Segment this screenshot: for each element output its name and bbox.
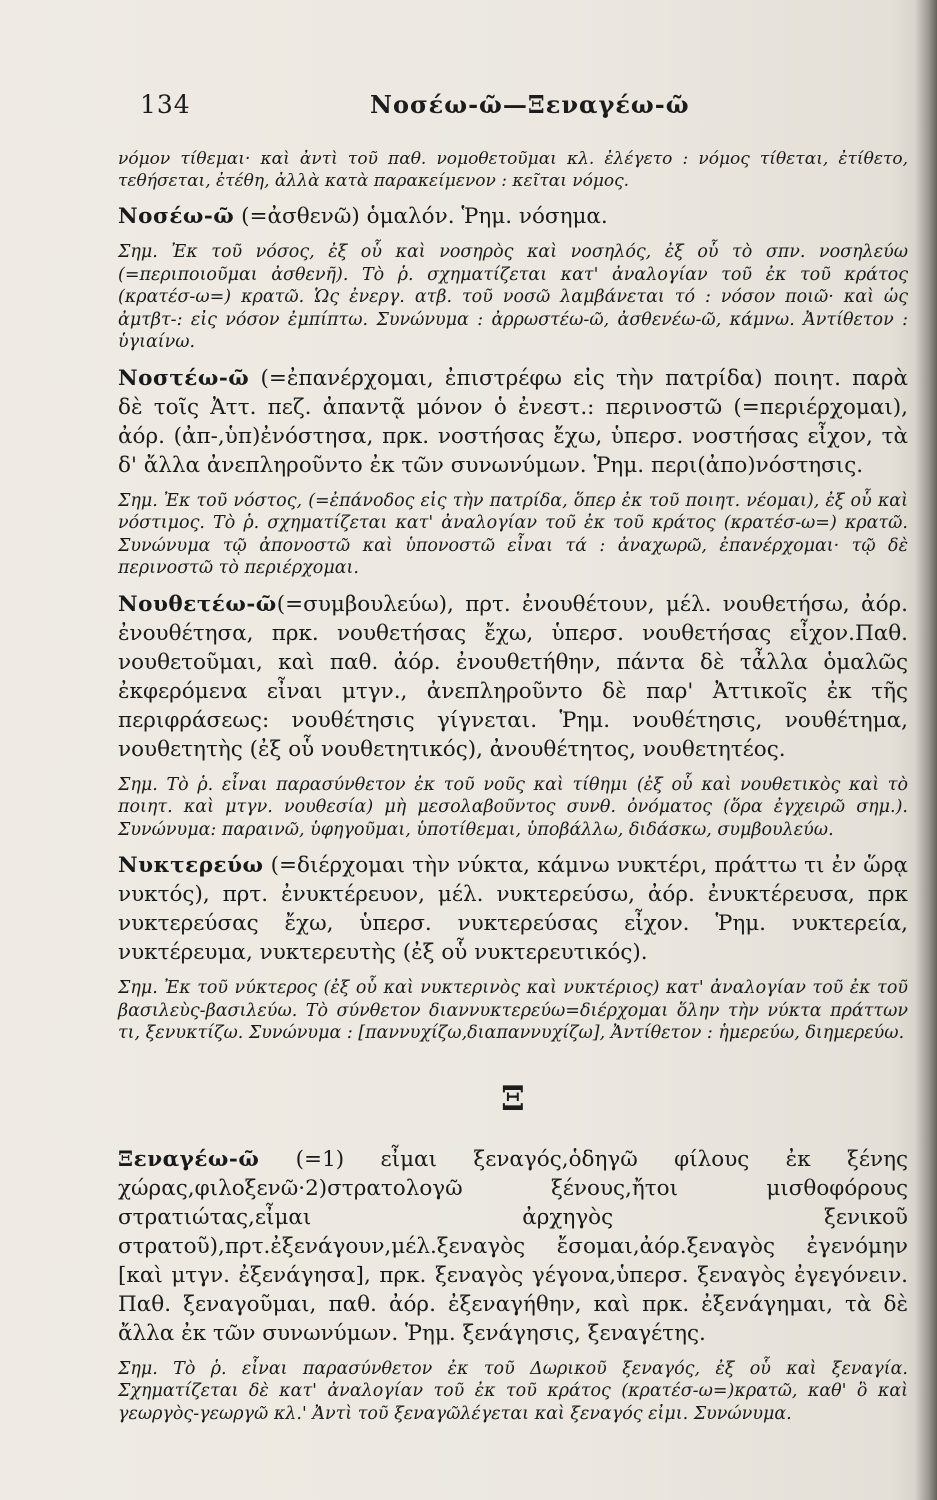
entry-note: Σημ. Τὸ ῥ. εἶναι παρασύνθετον ἐκ τοῦ νοῦς καὶ τίθημι (ἐξ οὗ καὶ νουθετικὸς καὶ τὸ ποιητ. καὶ μτγν. νουθεσία) μὴ μεσολαβοῦντος συνθ. ὀνόματος (ὅρα ἐγχειρῶ σημ.). Συνώνυμα: παραινῶ, ὑφηγοῦμαι, ὑποτίθεμαι, ὑποβάλλω, διδάσκω, συμβουλεύω. — [118, 774, 908, 840]
entry-body — [118, 364, 908, 480]
page-edge-shadow — [915, 0, 937, 1500]
entry-body — [118, 202, 908, 231]
section-letter: Ξ — [501, 1078, 525, 1119]
headword: Νουθετέω-ῶ — [118, 591, 277, 617]
entry-note: Σημ. Ἐκ τοῦ νύκτερος (ἐξ οὗ καὶ νυκτερινὸς καὶ νυκτέριος) κατ' ἀναλογίαν τοῦ ἐκ τοῦ βασιλεὺς-βασιλεύω. Τὸ σύνθετον διαννυκτερεύω=διέρχομαι ὅλην τὴν νύκτα πράττων τι, ξενυκτίζω. Συνώνυμα : [παννυχίζω,διαπαννυχίζω], Ἀντίθετον : ἡμερεύω, διημερεύω. — [118, 978, 908, 1043]
entry-nouthetew — [118, 590, 908, 842]
entry-text: (=συμβουλεύω), πρτ. ἐνουθέτουν, μέλ. νουθετήσω, ἀόρ. ἐνουθέτησα, πρκ. νουθετήσας ἔχω, ὑπερσ. νουθετήσας εἶχον.Παθ. νουθετοῦμαι, καὶ παθ. ἀόρ. ἐνουθετήθην, πάντα δὲ τἆλλα ὁμαλῶς ἐκφερόμενα εἶναι μτγν., ἀνεπληροῦντο δὲ παρ' Ἀττικοῖς ἐκ τῆς περιφράσεως: νουθέτησις γίγνεται. Ῥημ. νουθέτησις, νουθέτημα, νουθετητὴς (ἐξ οὗ νουθετητικός), ἀνουθέτητος, νουθετητέος. — [118, 591, 908, 762]
headword: Νοσέω-ῶ — [118, 204, 235, 229]
entry-text: (=διέρχομαι τὴν νύκτα, κάμνω νυκτέρι, πράττω τι ἐν ὥρᾳ νυκτός), πρτ. ἐνυκτέρευον, μέλ. νυκτερεύσω, ἀόρ. ἐνυκτέρευσα, πρκ νυκτερεύσας ἔχω, ὑπερσ. νυκτερεύσας εἶχον. Ῥημ. νυκτερεία, νυκτέρευμα, νυκτερευτὴς (ἐξ οὗ νυκτερευτικός). — [118, 853, 908, 965]
entry-nostew — [118, 364, 908, 580]
entry-note: Σημ. Ἐκ τοῦ νόσος, ἐξ οὗ καὶ νοσηρὸς καὶ νοσηλός, ἐξ οὗ τὸ σπν. νοσηλεύω (=περιποιοῦμαι ἀσθενῆ). Τὸ ῥ. σχηματίζεται κατ' ἀναλογίαν τοῦ ἐκ τοῦ κράτος (κρατέσ-ω=) κρατῶ. Ὡς ἐνεργ. ατβ. τοῦ νοσῶ λαμβάνεται τό : νόσον ποιῶ· καὶ ὡς ἀμτβτ-: εἰς νόσον ἐμπίπτω. Συνώνυμα : ἀρρωστέω-ῶ, ἀσθενέω-ῶ, κάμνω. Ἀντίθετον : ὑγιαίνω. — [118, 242, 908, 352]
entry-text: (=ἐπανέρχομαι, ἐπιστρέφω εἰς τὴν πατρίδα) ποιητ. παρὰ δὲ τοῖς Ἀττ. πεζ. ἀπαντᾷ μόνον ὁ ἐνεστ.: περινοστῶ (=περιέρχομαι), ἀόρ. (ἀπ-,ὑπ)ἐνόστησα, πρκ. νοστήσας ἔχω, ὑπερσ. νοστήσας εἶχον, τὰ δ' ἄλλα ἀνεπληροῦντο ἐκ τῶν συνωνύμων. Ῥημ. περι(ἀπο)νόστησις. — [118, 365, 908, 478]
page-body — [118, 148, 908, 1425]
headword: Ξεναγέω-ῶ — [118, 1146, 260, 1172]
entry-note: Σημ. Τὸ ῥ. εἶναι παρασύνθετον ἐκ τοῦ Δωρικοῦ ξεναγός, ἐξ οὗ καὶ ξεναγία. Σχηματίζεται δὲ κατ' ἀναλογίαν τοῦ ἐκ τοῦ κράτος (κρατέσ-ω=)κρατῶ, καθ' ὃ καὶ γεωργὸς-γεωργῶ κλ.' Ἀντὶ τοῦ ξεναγῶλέγεται καὶ ξεναγός εἰμι. Συνώνυμα. — [118, 1358, 908, 1424]
entry-xenagew — [118, 1145, 908, 1426]
entry-body — [118, 1145, 908, 1348]
page-header — [140, 90, 900, 126]
entry-body — [118, 590, 908, 764]
running-head: Νοσέω-ῶ—Ξεναγέω-ῶ — [370, 90, 690, 119]
page-number: 134 — [140, 90, 191, 119]
entry-nosew — [118, 202, 908, 354]
entry-text: (=1) εἶμαι ξεναγός,ὁδηγῶ φίλους ἐκ ξένης χώρας,φιλοξενῶ·2)στρατολογῶ ξένους,ἤτοι μισθοφόρους στρατιώτας,εἶμαι ἀρχηγὸς ξενικοῦ στρατοῦ),πρτ.ἐξενάγουν,μέλ.ξεναγὸς ἔσομαι,ἀόρ.ξεναγὸς ἐγενόμην [καὶ μτγν. ἐξενάγησα], πρκ. ξεναγὸς γέγονα,ὑπερσ. ξεναγὸς ἐγεγόνειν. Παθ. ξεναγοῦμαι, παθ. ἀόρ. ἐξεναγήθην, καὶ πρκ. ἐξενάγημαι, τὰ δὲ ἄλλα ἐκ τῶν συνωνύμων. Ῥημ. ξενάγησις, ξεναγέτης. — [118, 1146, 908, 1346]
entry-body — [118, 851, 908, 967]
continuation-text: νόμον τίθεμαι· καὶ ἀντὶ τοῦ παθ. νομοθετοῦμαι κλ. ἐλέγετο : νόμος τίθεται, ἐτίθετο, τεθήσεται, ἐτέθη, ἀλλὰ κατὰ παρακείμενον : κεῖται νόμος. — [118, 149, 908, 191]
entry-nyktereuw — [118, 851, 908, 1045]
entry-text: (=ἀσθενῶ) ὁμαλόν. Ῥημ. νόσημα. — [234, 204, 608, 229]
headword: Νυκτερεύω — [118, 853, 264, 878]
headword: Νοστέω-ῶ — [118, 365, 250, 391]
entry-note: Σημ. Ἐκ τοῦ νόστος, (=ἐπάνοδος εἰς τὴν πατρίδα, ὅπερ ἐκ τοῦ ποιητ. νέομαι), ἐξ οὗ καὶ νόστιμος. Τὸ ῥ. σχηματίζεται κατ' ἀναλογίαν τοῦ ἐκ τοῦ κράτος (κρατέσ-ω=) κρατῶ. Συνώνυμα τῷ ἀπονοστῶ καὶ ὑπονοστῶ εἶναι τά : ἀναχωρῶ, ἐπανέρχομαι· τῷ δὲ περινοστῶ τὸ περιέρχομαι. — [118, 490, 908, 578]
